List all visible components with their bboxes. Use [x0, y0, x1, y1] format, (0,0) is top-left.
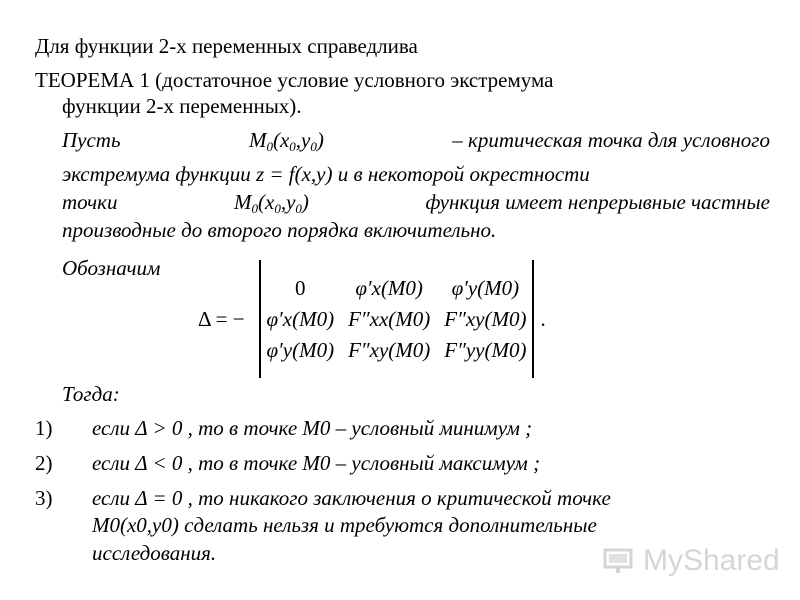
matrix-cell: F″xy(M0) — [348, 337, 431, 362]
determinant-left-bar — [259, 260, 261, 378]
hypothesis-line-4: производные до второго порядка включительно. — [62, 218, 497, 242]
hyp-point: $M_0(x_0,y_0)$ — [248, 128, 324, 154]
theorem-line-2: функции 2-х переменных). — [62, 94, 302, 118]
delta-prefix: Δ = − — [198, 306, 245, 331]
matrix-cell: 0 — [295, 275, 306, 300]
hypothesis-line-2 — [62, 161, 770, 187]
myshared-watermark — [603, 544, 780, 578]
matrix-cell: φ′y(M0) — [266, 337, 335, 362]
presentation-icon — [603, 547, 637, 575]
determinant-right-bar — [532, 260, 534, 378]
case-3-line-1: если Δ = 0 , то никакого заключения о критической точке — [92, 486, 611, 510]
case-2-text: если Δ < 0 , то в точке M0 – условный максимум ; — [92, 451, 541, 475]
matrix-cell: φ′x(M0) — [355, 275, 423, 300]
intro-line: Для функции 2-х переменных справедлива — [35, 34, 418, 58]
matrix-cell: φ′x(M0) — [266, 306, 335, 331]
matrix-cell: F″xx(M0) — [348, 306, 431, 331]
matrix-cell: F″yy(M0) — [444, 337, 527, 362]
hypothesis-line-3 — [62, 189, 770, 215]
hyp-point-2: $M_0(x_0,y_0)$ — [234, 190, 309, 216]
determinant-formula — [198, 255, 546, 383]
case-2-number: 2) — [35, 451, 53, 475]
theorem-line-1: ТЕОРЕМА 1 (достаточное условие условного экстремума — [35, 68, 554, 92]
hyp-line3-rest: функция имеет непрерывные частные — [425, 190, 770, 214]
case-3-line-3: исследования. — [92, 541, 217, 565]
then-label: Тогда: — [62, 382, 120, 406]
determinant-matrix — [267, 276, 527, 363]
theorem-title — [35, 67, 770, 93]
hyp-word-let: Пусть — [62, 128, 121, 152]
formula-period: . — [540, 306, 546, 331]
hyp-rest: – критическая точка для условного — [452, 128, 770, 152]
case-1-number: 1) — [35, 416, 53, 440]
matrix-cell: F″xy(M0) — [444, 306, 527, 331]
watermark-text: MyShared — [643, 544, 780, 577]
case-3-number: 3) — [35, 486, 53, 510]
matrix-cell: φ′y(M0) — [451, 275, 520, 300]
case-3-line-2: M0(x0,y0) сделать нельзя и требуются дополнительные — [92, 513, 597, 537]
denote-label: Обозначим — [62, 256, 161, 280]
hyp-line2: экстремума функции z = f(x,y) и в некоторой окрестности — [62, 162, 590, 186]
hyp-points-word: точки — [62, 190, 118, 214]
case-1-text: если Δ > 0 , то в точке M0 – условный минимум ; — [92, 416, 533, 440]
hypothesis-line-1 — [62, 127, 770, 153]
